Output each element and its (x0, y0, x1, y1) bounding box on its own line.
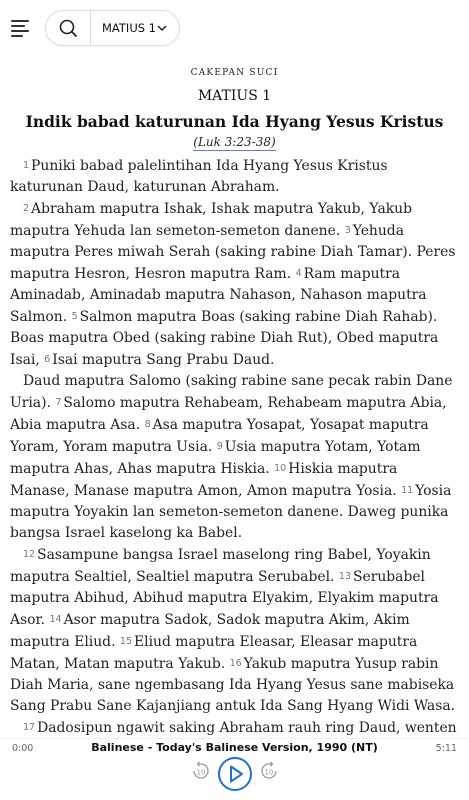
verse-text[interactable]: Hiskia maputra Manase, Manase maputra Amon, Amon maputra Yosia. (10, 461, 398, 499)
verse-number[interactable]: 4 (295, 268, 302, 279)
skip-back-label: 10 (196, 768, 206, 777)
verse-number[interactable]: 12 (23, 549, 36, 560)
verse-text[interactable]: Yehuda maputra Peres miwah Serah (saking rabine Diah Tamar). Peres maputra Hesron, Hesron maputra Ram. (10, 223, 456, 282)
verse-text[interactable]: Sasampune bangsa Israel maselong ring Babel, Yoyakin maputra Sealtiel, Sealtiel maputra Serubabel. (10, 547, 431, 585)
verse-number[interactable]: 5 (71, 311, 78, 322)
bible-name: CAKEPAN SUCI (190, 68, 279, 78)
verse-number[interactable]: 2 (23, 203, 30, 214)
cross-reference-link[interactable]: (Luk 3:23-38) (193, 135, 276, 149)
verse-text[interactable]: Ram maputra Aminadab, Aminadab maputra Nahason, Nahason maputra Salmon. (10, 266, 427, 325)
duration-time: 5:11 (435, 743, 457, 754)
play-icon (217, 756, 253, 792)
verse-text[interactable]: Asor maputra Sadok, Sadok maputra Akim, Akim maputra Eliud. (10, 612, 410, 650)
verse-number[interactable]: 3 (344, 225, 351, 236)
navigation-pill (45, 10, 180, 46)
top-bar (0, 0, 469, 56)
menu-icon[interactable] (11, 17, 35, 39)
chapter-title: MATIUS 1 (197, 88, 272, 104)
verse-text[interactable]: Asa maputra Yosapat, Yosapat maputra Yoram, Yoram maputra Usia. (10, 417, 429, 455)
audio-title: Balinese - Today's Balinese Version, 1990 (NT) (91, 741, 378, 754)
verse-text[interactable]: Salomo maputra Rehabeam, Rehabeam maputra Abia, Abia maputra Asa. (10, 395, 447, 433)
audio-player (0, 738, 469, 800)
verse-paragraph (0, 544, 469, 717)
play-button[interactable] (217, 756, 253, 792)
chapter-content[interactable] (0, 56, 469, 738)
verse-text[interactable]: Isai maputra Sang Prabu Daud. (52, 352, 275, 368)
verse-text[interactable]: Serubabel maputra Abihud, Abihud maputra Elyakim, Elyakim maputra Asor. (10, 569, 439, 628)
verse-number[interactable]: 10 (274, 463, 287, 474)
search-button[interactable] (46, 11, 90, 45)
verse-number[interactable]: 1 (23, 160, 30, 171)
verse-text[interactable]: Dadosipun ngawit saking Abraham rauh ring Daud, wenten (37, 720, 457, 736)
verse-text[interactable]: Yakub maputra Yusup rabin Diah Maria, sane ngembasang Ida Hyang Yesus sane mabiseka Sang Prabu Sane Kajanjiang antuk Ida Sang Hyang Widi Wasa. (10, 656, 456, 714)
elapsed-time: 0:00 (12, 743, 34, 754)
verse-text[interactable]: Salmon maputra Boas (saking rabine Diah Rahab). Boas maputra Obed (saking rabine Diah Rut), Obed maputra Isai, (10, 309, 439, 368)
verse-text[interactable]: Puniki babad palelintihan Ida Hyang Yesus Kristus katurunan Daud, katurunan Abraham. (10, 158, 388, 195)
verse-number[interactable]: 16 (229, 658, 242, 669)
book-chapter-label: MATIUS 1 (102, 21, 157, 35)
replay-10-icon (189, 759, 213, 783)
verse-paragraph (0, 717, 469, 738)
section-heading: Indik babad katurunan Ida Hyang Yesus Kristus (25, 112, 444, 131)
verse-paragraph (0, 198, 469, 371)
verse-number[interactable]: 9 (216, 441, 223, 452)
skip-forward-label: 10 (264, 768, 274, 777)
verse-paragraph (0, 371, 469, 544)
verse-paragraph (0, 155, 469, 198)
search-icon (46, 11, 90, 45)
verse-number[interactable]: 11 (401, 485, 414, 496)
verse-number[interactable]: 17 (23, 722, 36, 733)
verse-number[interactable]: 6 (44, 354, 51, 365)
forward-10-icon (257, 759, 281, 783)
verse-text[interactable]: Yosia maputra Yoyakin lan semeton-semeton danene. Daweg punika bangsa Israel kaselong ka Babel. (10, 483, 452, 541)
verse-text[interactable]: Daud maputra Salomo (saking rabine sane pecak rabin Dane Uria). (10, 373, 453, 411)
verse-number[interactable]: 8 (144, 419, 151, 430)
skip-forward-button[interactable] (257, 759, 281, 783)
verse-text[interactable]: Abraham maputra Ishak, Ishak maputra Yakub, Yakub maputra Yehuda lan semeton-semeton danene. (10, 201, 412, 239)
verse-number[interactable]: 13 (338, 571, 351, 582)
verse-number[interactable]: 15 (119, 636, 133, 647)
cross-reference[interactable] (0, 135, 469, 149)
verse-text[interactable]: Usia maputra Yotam, Yotam maputra Ahas, Ahas maputra Hiskia. (10, 439, 421, 477)
chevron-down-icon (157, 24, 167, 32)
verse-paragraphs (0, 155, 469, 738)
verse-number[interactable]: 14 (49, 614, 62, 625)
verse-number[interactable]: 7 (55, 397, 62, 408)
verse-text[interactable]: Eliud maputra Eleasar, Eleasar maputra Matan, Matan maputra Yakub. (10, 634, 418, 672)
skip-back-button[interactable] (189, 759, 213, 783)
book-chapter-selector[interactable] (91, 11, 179, 45)
